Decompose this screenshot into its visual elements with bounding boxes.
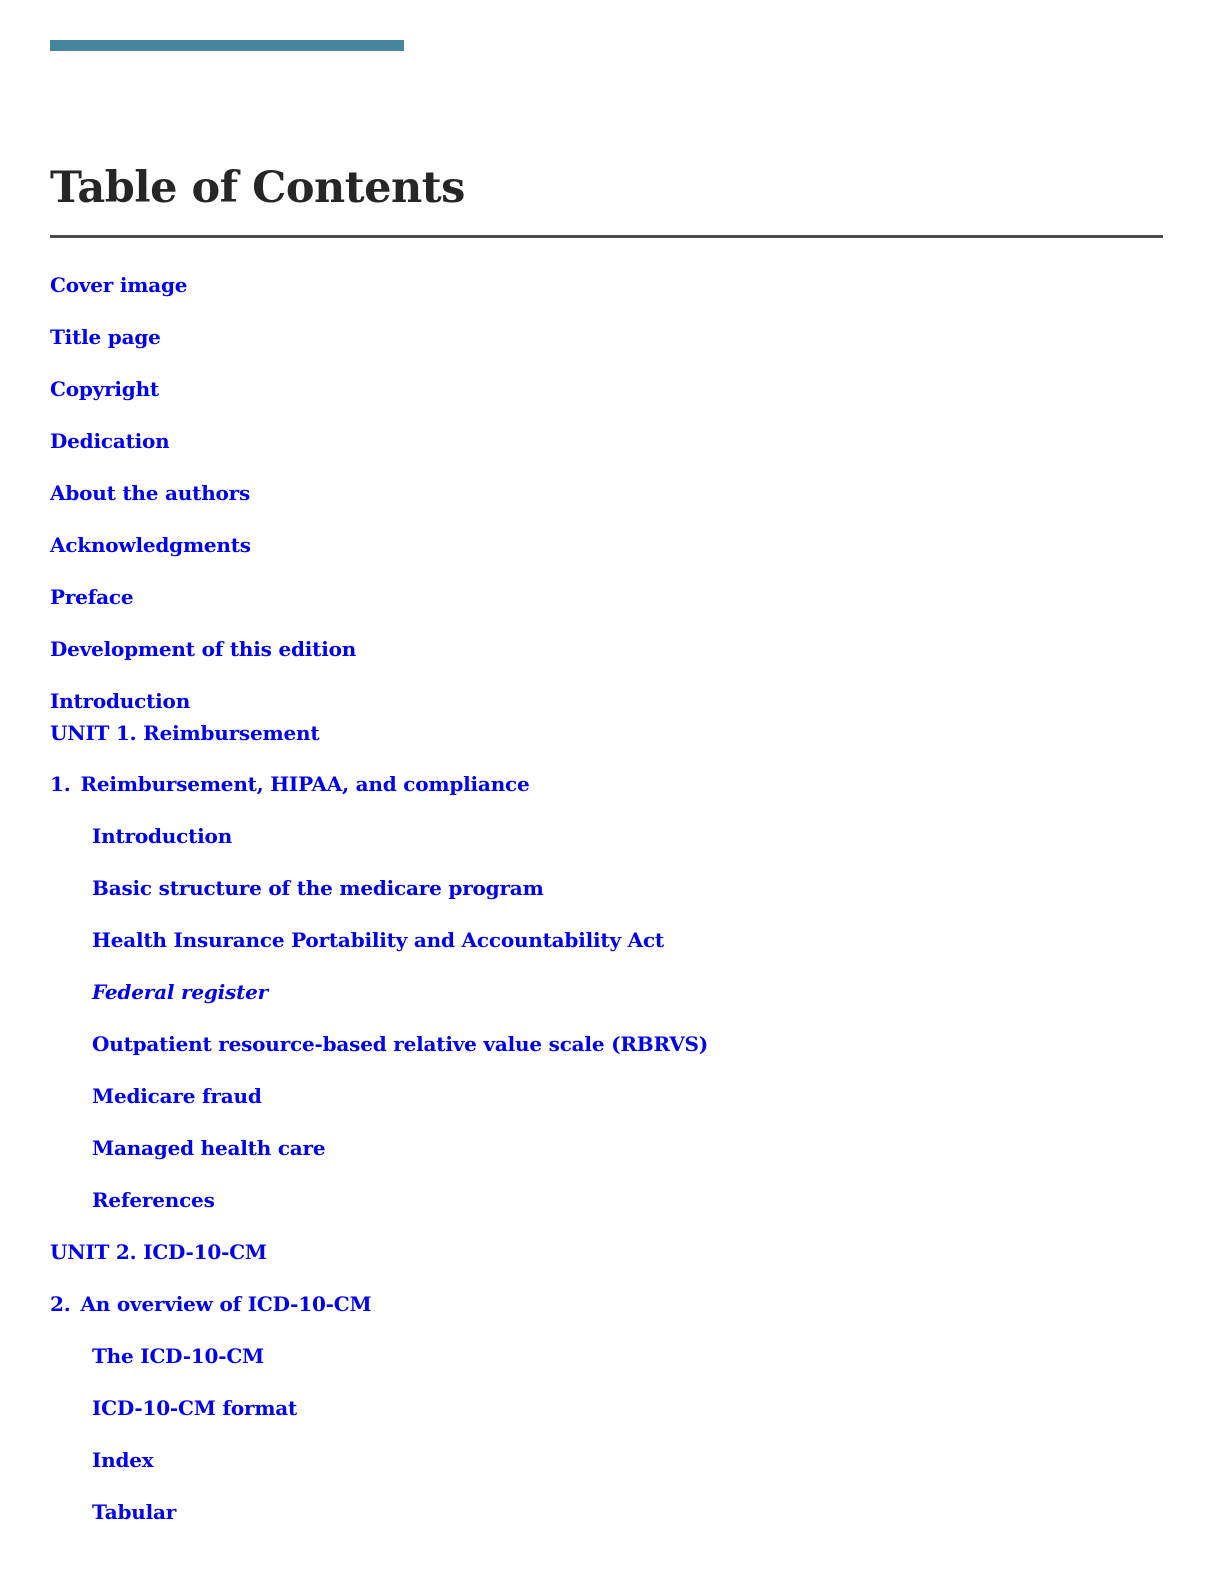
- toc-link-dedication[interactable]: Dedication: [50, 429, 170, 453]
- toc-link-ch1-medicare-fraud[interactable]: Medicare fraud: [92, 1084, 262, 1108]
- toc-link-chapter-2[interactable]: [50, 1291, 371, 1317]
- toc-link-unit-2[interactable]: UNIT 2. ICD-10-CM: [50, 1240, 267, 1264]
- toc-link-acknowledgments[interactable]: Acknowledgments: [50, 533, 251, 557]
- toc-link-ch1-rbrvs[interactable]: Outpatient resource-based relative value scale (RBRVS): [92, 1032, 709, 1056]
- chapter-2-title: An overview of ICD-10-CM: [80, 1292, 372, 1316]
- toc-link-ch2-tabular[interactable]: Tabular: [92, 1500, 177, 1524]
- toc-link-ch2-the-icd[interactable]: The ICD-10-CM: [92, 1344, 264, 1368]
- chapter-2-number: 2.: [50, 1292, 71, 1316]
- toc-link-ch1-introduction[interactable]: Introduction: [92, 824, 233, 848]
- toc-link-ch1-hipaa[interactable]: Health Insurance Portability and Accountability Act: [92, 928, 664, 952]
- chapter-1-title: Reimbursement, HIPAA, and compliance: [80, 772, 530, 796]
- toc-link-chapter-1[interactable]: [50, 771, 530, 797]
- toc-link-ch1-references[interactable]: References: [92, 1188, 215, 1212]
- toc-link-about-authors[interactable]: About the authors: [50, 481, 251, 505]
- toc-link-introduction[interactable]: Introduction: [50, 689, 191, 713]
- toc-link-ch2-index[interactable]: Index: [92, 1448, 154, 1472]
- toc-link-cover-image[interactable]: Cover image: [50, 273, 188, 297]
- chapter-1-number: 1.: [50, 772, 71, 796]
- toc-link-unit-1[interactable]: UNIT 1. Reimbursement: [50, 721, 320, 745]
- toc-link-ch1-managed-care[interactable]: Managed health care: [92, 1136, 326, 1160]
- toc-link-ch1-federal-register[interactable]: Federal register: [92, 980, 268, 1004]
- toc-link-ch2-format[interactable]: ICD-10-CM format: [92, 1396, 298, 1420]
- page-title: Table of Contents: [50, 163, 465, 213]
- toc-link-ch1-medicare-structure[interactable]: Basic structure of the medicare program: [92, 876, 544, 900]
- accent-bar: [50, 40, 404, 51]
- toc-link-copyright[interactable]: Copyright: [50, 377, 159, 401]
- toc-link-title-page[interactable]: Title page: [50, 325, 161, 349]
- title-divider: [50, 235, 1163, 238]
- toc-link-development[interactable]: Development of this edition: [50, 637, 357, 661]
- toc-link-preface[interactable]: Preface: [50, 585, 134, 609]
